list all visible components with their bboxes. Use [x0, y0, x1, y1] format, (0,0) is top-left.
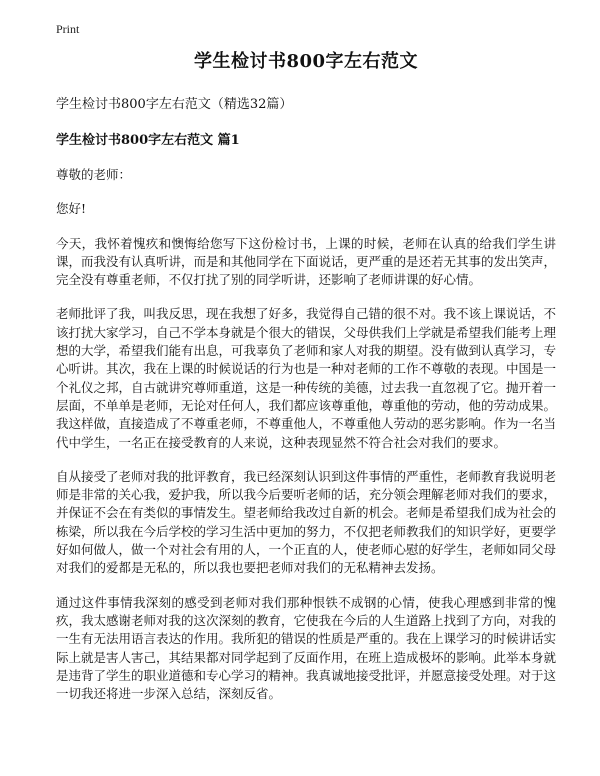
- document-subtitle: 学生检讨书800字左右范文（精选32篇）: [56, 97, 293, 112]
- paragraph: 自从接受了老师对我的批评教育，我已经深刻认识到这件事情的严重性，老师教育我说明老师是非常的关心我，爱护我，所以我今后要听老师的话，充分领会理解老师对我们的要求，并保证不会在有类似的事情发生。望老师给我改过自新的机会。老师是希望我们成为社会的栋梁，所以我在今后学校的学习生活中更加的努力，不仅把老师教我们的知识学好，更要学好如何做人，做一个对社会有用的人，一个正直的人，使老师心慰的好学生，老师如同父母对我们的爱都是无私的，所以我也要把老师对我们的无私精神去发扬。: [56, 468, 557, 576]
- section-heading: 学生检讨书800字左右范文 篇1: [56, 133, 240, 148]
- paragraph: 通过这件事情我深刻的感受到老师对我们那种恨铁不成钢的心情，使我心理感到非常的愧疚，我太感谢老师对我的这次深刻的教育，它使我在今后的人生道路上找到了方向，对我的一生有无法用语言表达的作用。我所犯的错误的性质是严重的。我在上课学习的时候讲话实际上就是害人害己，其结果都对同学起到了反面作用，在班上造成极坏的影响。此举本身就是违背了学生的职业道德和专心学习的精神。我真诚地接受批评，并愿意接受处理。对于这一切我还将进一步深入总结，深刻反省。: [56, 594, 557, 702]
- document-body: [56, 50, 556, 719]
- greeting: 您好!: [56, 201, 87, 217]
- paragraph: 今天，我怀着愧疚和懊悔给您写下这份检讨书，上课的时候，老师在认真的给我们学生讲课，而我没有认真听讲，而是和其他同学在下面说话，更严重的是还若无其事的发出笑声，完全没有尊重老师，不仅打扰了别的同学听讲，还影响了老师讲课的好心情。: [56, 235, 557, 288]
- paragraph: 老师批评了我，叫我反思，现在我想了好多，我觉得自己错的很不对。我不该上课说话，不该打扰大家学习，自己不学本身就是个很大的错误，父母供我们上学就是希望我们能考上理想的大学，希望我们能有出息，可我辜负了老师和家人对我的期望。没有做到认真学习，专心听讲。其次，我在上课的时候说话的行为也是一种对老师的工作不尊敬的表现。中国是一个礼仪之邦，自古就讲究尊师重道，这是一种传统的美德，过去我一直忽视了它。抛开着一层面，不单单是老师，无论对任何人，我们都应该尊重他，尊重他的劳动，他的劳动成果。我这样做，直接造成了不尊重老师，不尊重他人，不尊重他人劳动的恶劣影响。作为一名当代中学生，一名正在接受教育的人来说，这种表现显然不符合社会对我们的要求。: [56, 306, 557, 450]
- salutation: 尊敬的老师：: [56, 167, 132, 182]
- print-link[interactable]: Print: [56, 22, 80, 36]
- document-title: 学生检讨书800字左右范文: [193, 51, 419, 72]
